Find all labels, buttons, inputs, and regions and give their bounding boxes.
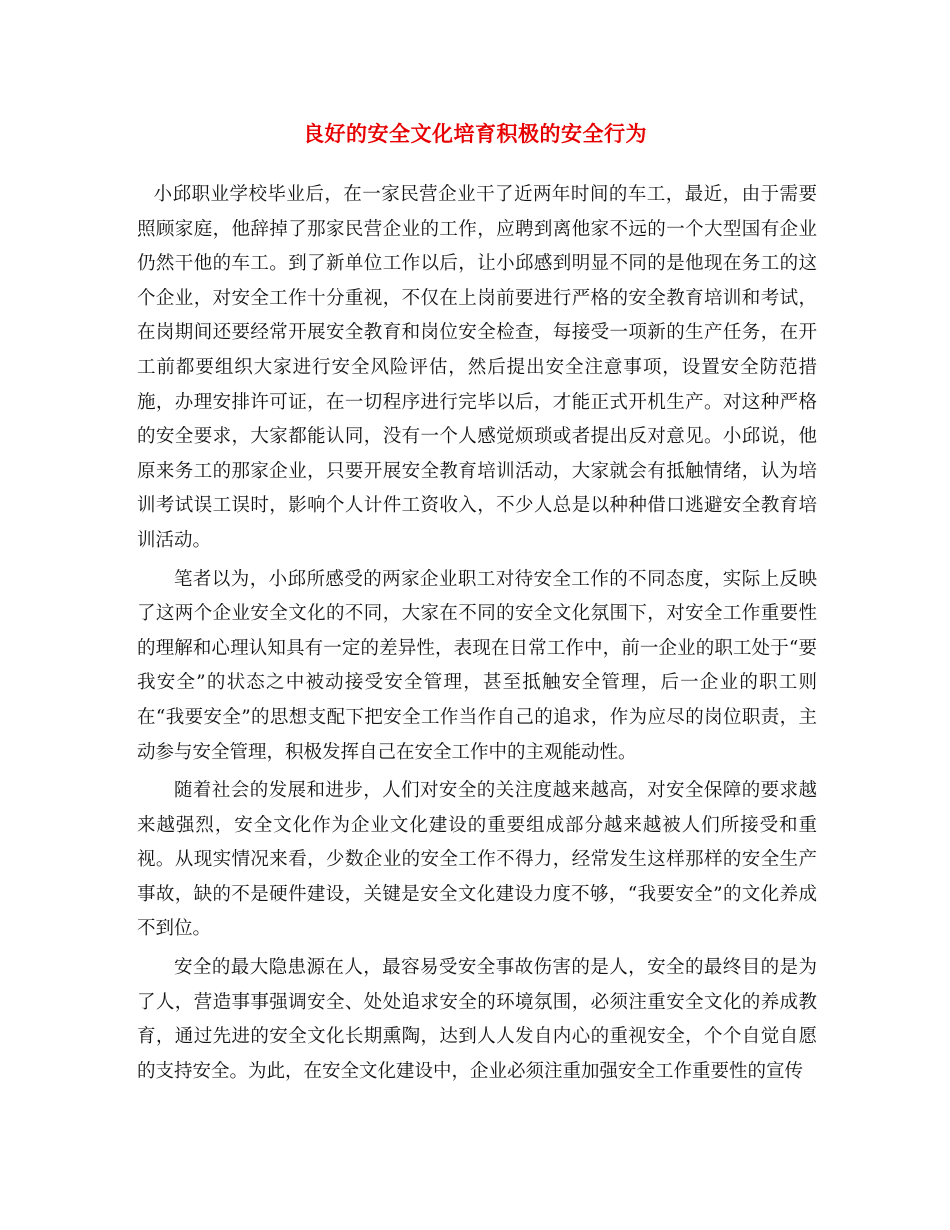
paragraph-2: 笔者以为，小邱所感受的两家企业职工对待安全工作的不同态度，实际上反映了这两个企业安全文化的不同，大家在不同的安全文化氛围下，对安全工作重要性的理解和心理认知具有一定的差异性，表现在日常工作中，前一企业的职工处于“要我安全”的状态之中被动接受安全管理，甚至抵触安全管理，后一企业的职工则在“我要安全”的思想支配下把安全工作当作自己的追求，作为应尽的岗位职责，主动参与安全管理，积极发挥自己在安全工作中的主观能动性。	[137, 568, 817, 763]
paragraph-3: 随着社会的发展和进步，人们对安全的关注度越来越高，对安全保障的要求越来越强烈，安全文化作为企业文化建设的重要组成部分越来越被人们所接受和重视。从现实情况来看，少数企业的安全工作不得力，经常发生这样那样的安全生产事故，缺的不是硬件建设，关键是安全文化建设力度不够，“我要安全”的文化养成不到位。	[137, 780, 817, 940]
document-body	[137, 178, 817, 1089]
document-title: 良好的安全文化培育积极的安全行为	[303, 121, 647, 146]
paragraph-1: 小邱职业学校毕业后，在一家民营企业干了近两年时间的车工，最近，由于需要照顾家庭，他辞掉了那家民营企业的工作，应聘到离他家不远的一个大型国有企业仍然干他的车工。到了新单位工作以后，让小邱感到明显不同的是他现在务工的这个企业，对安全工作十分重视，不仅在上岗前要进行严格的安全教育培训和考试，在岗期间还要经常开展安全教育和岗位安全检查，每接受一项新的生产任务，在开工前都要组织大家进行安全风险评估，然后提出安全注意事项，设置安全防范措施，办理安排许可证，在一切程序进行完毕以后，才能正式开机生产。对这种严格的安全要求，大家都能认同，没有一个人感觉烦琐或者提出反对意见。小邱说，他原来务工的那家企业，只要开展安全教育培训活动，大家就会有抵触情绪，认为培训考试误工误时，影响个人计件工资收入，不少人总是以种种借口逃避安全教育培训活动。	[137, 184, 817, 551]
paragraph-4: 安全的最大隐患源在人，最容易受安全事故伤害的是人，安全的最终目的是为了人，营造事事强调安全、处处追求安全的环境氛围，必须注重安全文化的养成教育，通过先进的安全文化长期熏陶，达到人人发自内心的重视安全，个个自觉自愿的支持安全。为此，在安全文化建设中，企业必须注重加强安全工作重要性的宣传	[137, 957, 817, 1082]
